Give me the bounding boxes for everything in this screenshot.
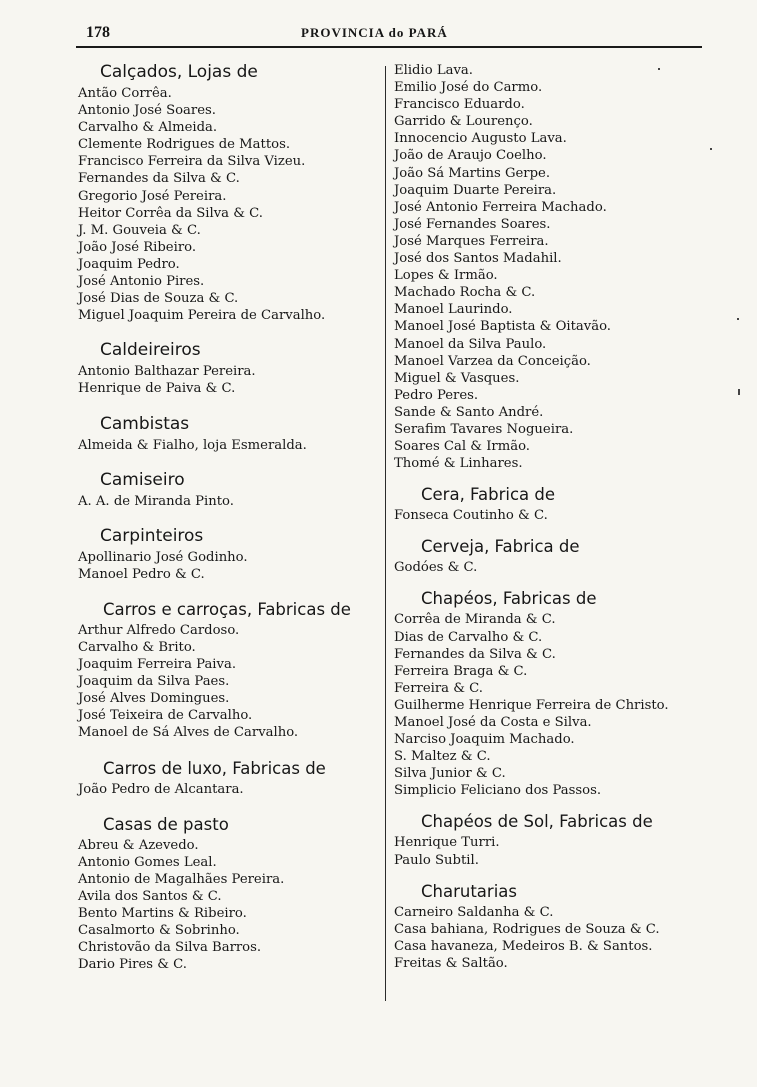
section-heading: Carpinteiros bbox=[100, 525, 204, 546]
list-item: Manoel de Sá Alves de Carvalho. bbox=[78, 725, 299, 741]
list-item: Thomé & Linhares. bbox=[394, 456, 523, 472]
left-column bbox=[70, 62, 384, 973]
list-item: José Alves Domingues. bbox=[78, 691, 230, 707]
print-speck bbox=[710, 148, 712, 150]
list-item: Guilherme Henrique Ferreira de Christo. bbox=[394, 697, 669, 713]
section-calcados-continued bbox=[388, 62, 708, 472]
list-item: Garrido & Lourenço. bbox=[394, 114, 533, 130]
list-item: Joaquim Ferreira Paiva. bbox=[78, 657, 237, 673]
list-item: Dias de Carvalho & C. bbox=[394, 629, 543, 645]
running-title: PROVINCIA do PARÁ bbox=[301, 25, 448, 40]
section-carros-luxo bbox=[70, 758, 384, 798]
list-item: Emilio José do Carmo. bbox=[394, 80, 543, 96]
section-charutarias bbox=[388, 881, 708, 972]
section-cambistas bbox=[70, 414, 384, 454]
list-item: Antonio Balthazar Pereira. bbox=[78, 364, 256, 380]
list-item: Carvalho & Almeida. bbox=[78, 120, 218, 136]
list-item: Casa havaneza, Medeiros B. & Santos. bbox=[394, 938, 653, 954]
list-item: Godóes & C. bbox=[394, 560, 478, 576]
list-item: Joaquim Duarte Pereira. bbox=[394, 182, 557, 198]
list-item: Machado Rocha & C. bbox=[394, 285, 536, 301]
list-item: Bento Martins & Ribeiro. bbox=[78, 906, 247, 921]
page-number: 178 bbox=[86, 24, 110, 41]
list-item: Ferreira Braga & C. bbox=[394, 663, 528, 679]
list-item: Antonio de Magalhães Pereira. bbox=[78, 871, 285, 887]
list-item: José Teixeira de Carvalho. bbox=[78, 708, 253, 724]
list-item: Heitor Corrêa da Silva & C. bbox=[78, 205, 263, 221]
list-item: Arthur Alfredo Cardoso. bbox=[78, 622, 240, 638]
right-column bbox=[388, 62, 708, 972]
list-item: Silva Junior & C. bbox=[394, 766, 506, 782]
list-item: Henrique Turri. bbox=[394, 835, 500, 851]
list-item: Innocencio Augusto Lava. bbox=[394, 131, 567, 147]
section-heading: Carros de luxo, Fabricas de bbox=[103, 758, 326, 778]
page-header bbox=[76, 22, 702, 48]
print-speck bbox=[737, 318, 739, 320]
list-item: Miguel Joaquim Pereira de Carvalho. bbox=[78, 308, 326, 324]
list-item: J. M. Gouveia & C. bbox=[78, 222, 201, 238]
section-heading: Cerveja, Fabrica de bbox=[421, 537, 580, 557]
section-caldeireiros bbox=[70, 340, 384, 397]
list-item: Christovão da Silva Barros. bbox=[78, 940, 262, 956]
section-chapeos bbox=[388, 588, 708, 799]
list-item: Manoel Pedro & C. bbox=[78, 566, 205, 582]
list-item: S. Maltez & C. bbox=[394, 749, 491, 765]
list-item: José Antonio Ferreira Machado. bbox=[394, 199, 607, 215]
list-item: Carneiro Saldanha & C. bbox=[394, 904, 554, 920]
section-heading: Cambistas bbox=[100, 413, 190, 434]
list-item: Joaquim Pedro. bbox=[78, 256, 180, 272]
list-item: Casalmorto & Sobrinho. bbox=[78, 923, 240, 939]
list-item: Casa bahiana, Rodrigues de Souza & C. bbox=[394, 921, 660, 937]
section-cerveja bbox=[388, 536, 708, 576]
list-item: Carvalho & Brito. bbox=[78, 639, 196, 655]
section-heading: Camiseiro bbox=[100, 469, 185, 490]
section-cera bbox=[388, 484, 708, 524]
list-item: Ferreira & C. bbox=[394, 680, 483, 696]
list-item: Fernandes da Silva & C. bbox=[394, 646, 556, 662]
list-item: Abreu & Azevedo. bbox=[78, 837, 199, 853]
list-item: Francisco Eduardo. bbox=[394, 97, 525, 113]
section-casas-pasto bbox=[70, 814, 384, 974]
column-divider bbox=[385, 66, 386, 1001]
list-item: Antão Corrêa. bbox=[78, 86, 172, 101]
list-item: Dario Pires & C. bbox=[78, 957, 187, 973]
list-item: Serafim Tavares Nogueira. bbox=[394, 421, 574, 437]
list-item: Pedro Peres. bbox=[394, 387, 479, 403]
section-heading: Caldeireiros bbox=[100, 340, 201, 361]
list-item: Antonio Gomes Leal. bbox=[78, 854, 217, 870]
print-speck bbox=[658, 68, 660, 70]
list-item: Freitas & Saltão. bbox=[394, 955, 508, 971]
list-item: José Marques Ferreira. bbox=[394, 233, 549, 249]
list-item: José Antonio Pires. bbox=[78, 274, 205, 290]
section-heading: Chapéos, Fabricas de bbox=[421, 589, 597, 609]
section-heading: Carros e carroças, Fabricas de bbox=[103, 599, 351, 619]
list-item: A. A. de Miranda Pinto. bbox=[78, 493, 234, 509]
list-item: Fonseca Coutinho & C. bbox=[394, 508, 548, 524]
list-item: Narciso Joaquim Machado. bbox=[394, 732, 575, 748]
section-carros-carrocas bbox=[70, 599, 384, 742]
list-item: Avila dos Santos & C. bbox=[78, 888, 222, 904]
list-item: Manoel José Baptista & Oitavão. bbox=[394, 319, 611, 335]
list-item: Clemente Rodrigues de Mattos. bbox=[78, 137, 291, 153]
section-heading: Charutarias bbox=[421, 881, 517, 901]
section-carpinteiros bbox=[70, 526, 384, 583]
list-item: José Dias de Souza & C. bbox=[78, 291, 239, 307]
list-item: João Pedro de Alcantara. bbox=[78, 781, 244, 797]
list-item: Apollinario José Godinho. bbox=[78, 549, 248, 565]
list-item: Henrique de Paiva & C. bbox=[78, 381, 236, 397]
print-speck bbox=[738, 389, 740, 395]
list-item: Antonio José Soares. bbox=[78, 103, 216, 119]
section-heading: Cera, Fabrica de bbox=[421, 485, 556, 505]
list-item: Elidio Lava. bbox=[394, 63, 473, 78]
list-item: Sande & Santo André. bbox=[394, 404, 544, 420]
list-item: Corrêa de Miranda & C. bbox=[394, 612, 556, 628]
list-item: Francisco Ferreira da Silva Vizeu. bbox=[78, 154, 306, 170]
list-item: José dos Santos Madahil. bbox=[394, 251, 562, 267]
list-item: Manoel Laurindo. bbox=[394, 302, 513, 318]
list-item: Gregorio José Pereira. bbox=[78, 188, 227, 204]
list-item: Lopes & Irmão. bbox=[394, 268, 498, 284]
section-heading: Casas de pasto bbox=[103, 814, 229, 834]
list-item: João Sá Martins Gerpe. bbox=[394, 165, 551, 181]
list-item: Almeida & Fialho, loja Esmeralda. bbox=[78, 437, 307, 453]
section-calcados bbox=[70, 62, 384, 324]
list-item: Soares Cal & Irmão. bbox=[394, 439, 530, 455]
section-heading: Calçados, Lojas de bbox=[100, 62, 258, 82]
list-item: Miguel & Vasques. bbox=[394, 370, 520, 386]
list-item: Manoel Varzea da Conceição. bbox=[394, 353, 591, 369]
list-item: Manoel da Silva Paulo. bbox=[394, 336, 547, 352]
list-item: João José Ribeiro. bbox=[78, 239, 197, 255]
section-camiseiro bbox=[70, 470, 384, 510]
list-item: Simplicio Feliciano dos Passos. bbox=[394, 783, 602, 799]
section-chapeos-de-sol bbox=[388, 811, 708, 868]
list-item: Fernandes da Silva & C. bbox=[78, 171, 240, 187]
list-item: José Fernandes Soares. bbox=[394, 216, 551, 232]
list-item: João de Araujo Coelho. bbox=[394, 148, 547, 164]
list-item: Paulo Subtil. bbox=[394, 852, 479, 868]
list-item: Manoel José da Costa e Silva. bbox=[394, 715, 592, 730]
list-item: Joaquim da Silva Paes. bbox=[78, 674, 230, 690]
section-heading: Chapéos de Sol, Fabricas de bbox=[421, 812, 653, 832]
